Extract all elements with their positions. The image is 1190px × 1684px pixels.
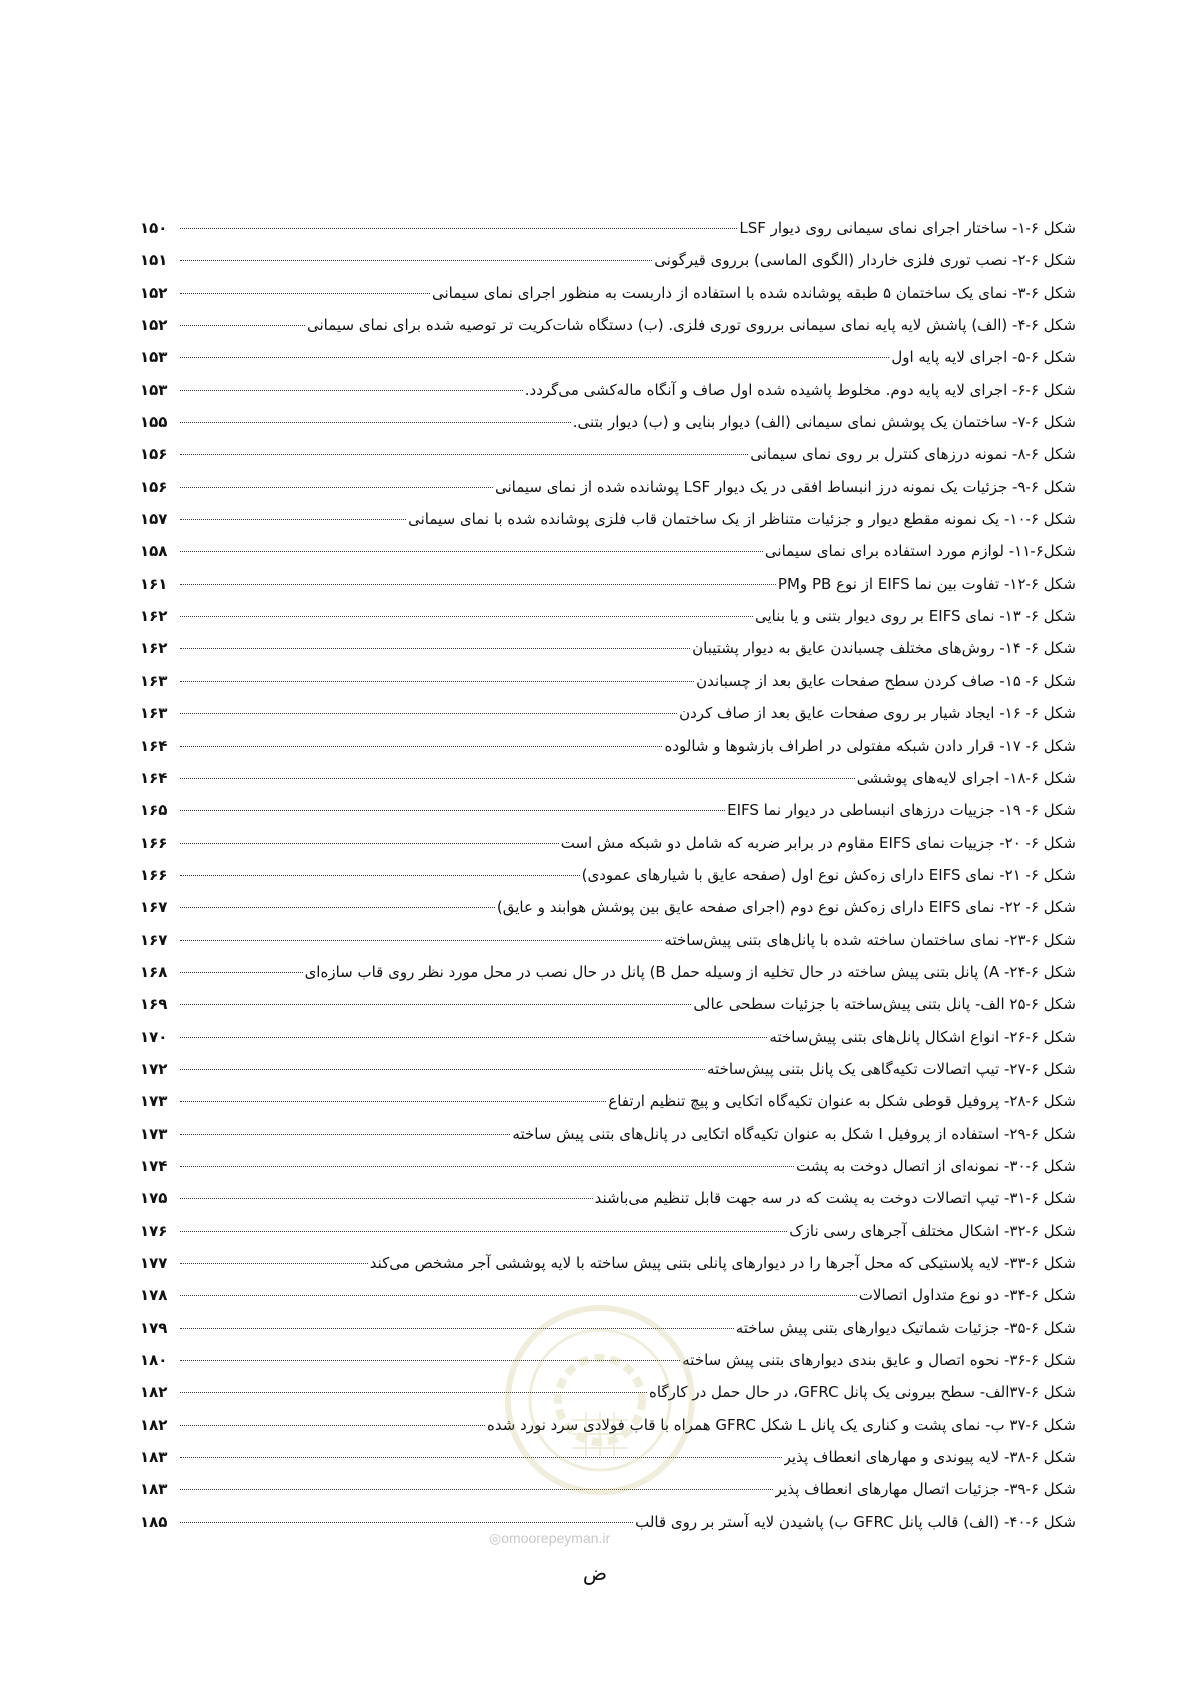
toc-row bbox=[140, 891, 1076, 923]
toc-row bbox=[140, 762, 1076, 794]
toc-row bbox=[140, 827, 1076, 859]
toc-page-number: ۱۵۶ bbox=[140, 477, 168, 496]
toc-title: شکل ۶- ۱۳- نمای EIFS بر روی دیوار بتنی و یا بنایی bbox=[754, 607, 1076, 626]
toc-page-number: ۱۷۳ bbox=[140, 1092, 168, 1111]
watermark-globe-icon: ◎ bbox=[489, 1530, 502, 1546]
toc-page-number: ۱۷۲ bbox=[140, 1059, 168, 1078]
toc-row bbox=[140, 1118, 1076, 1150]
toc-title: شکل ۶-۹- جزئیات یک نمونه درز انبساط افقی در یک دیوار LSF پوشانده شده از نمای سیمانی bbox=[494, 477, 1076, 496]
watermark-url bbox=[489, 1530, 610, 1547]
toc-row bbox=[140, 1150, 1076, 1182]
toc-page-number: ۱۷۸ bbox=[140, 1286, 168, 1305]
toc-page-number: ۱۵۳ bbox=[140, 380, 168, 399]
toc-title: شکل ۶- ۲۱- نمای EIFS دارای زه‌کش نوع اول (صفحه عایق با شیارهای عمودی) bbox=[581, 865, 1076, 884]
toc-title: شکل ۶-۳- نمای یک ساختمان ۵ طبقه پوشانده شده با استفاده از داربست به منظور اجرای نمای سیمانی bbox=[432, 283, 1076, 302]
toc-title: شکل ۶- ۱۴- روش‌های مختلف چسباندن عایق به دیوار پشتیبان bbox=[692, 639, 1076, 658]
toc-leader-dots bbox=[180, 1198, 593, 1199]
toc-title: شکل ۶-۳۰- نمونه‌ای از اتصال دوخت به پشت bbox=[796, 1156, 1076, 1175]
toc-row bbox=[140, 503, 1076, 535]
toc-title: شکل ۶-۱۰- یک نمونه مقطع دیوار و جزئیات متناظر از یک ساختمان قاب فلزی پوشانده شده با نمای سیمانی bbox=[408, 510, 1076, 529]
toc-page-number: ۱۷۳ bbox=[140, 1124, 168, 1143]
toc-row bbox=[140, 1021, 1076, 1053]
toc-title: شکل ۶-۲۶- انواع اشکال پانل‌های بتنی پیش‌ساخته bbox=[769, 1027, 1076, 1046]
toc-page-number: ۱۷۵ bbox=[140, 1189, 168, 1208]
toc-leader-dots bbox=[180, 843, 559, 844]
toc-row bbox=[140, 1085, 1076, 1117]
toc-title: شکل ۶- ۱۷- قرار دادن شبکه مفتولی در اطراف بازشوها و شالوده bbox=[664, 736, 1076, 755]
toc-page-number: ۱۷۶ bbox=[140, 1221, 168, 1240]
toc-title: شکل ۶- ۱۹- جزییات درزهای انبساطی در دیوار نما EIFS bbox=[727, 801, 1076, 820]
toc-page-number: ۱۵۰ bbox=[140, 219, 168, 237]
toc-leader-dots bbox=[180, 293, 430, 294]
toc-row bbox=[140, 438, 1076, 470]
toc-page-number: ۱۸۲ bbox=[140, 1383, 168, 1402]
toc-title: شکل ۶- ۱۶- ایجاد شیار بر روی صفحات عایق بعد از صاف کردن bbox=[679, 704, 1076, 723]
toc-row bbox=[140, 212, 1076, 244]
toc-title: شکل ۶-۳۱- تیپ اتصالات دوخت به پشت که در سه جهت قابل تنظیم می‌باشند bbox=[594, 1189, 1076, 1208]
toc-leader-dots bbox=[180, 940, 662, 941]
toc-leader-dots bbox=[180, 1295, 857, 1296]
toc-title: شکل ۶-۷- ساختمان یک پوشش نمای سیمانی (الف) دیوار بنایی و (ب) دیوار بتنی. bbox=[572, 413, 1076, 432]
toc-leader-dots bbox=[180, 810, 725, 811]
toc-title: شکل ۶-۱- ساختار اجرای نمای سیمانی روی دیوار LSF bbox=[739, 219, 1076, 237]
toc-row bbox=[140, 277, 1076, 309]
watermark-seal-icon bbox=[500, 1300, 700, 1500]
toc-page-number: ۱۷۷ bbox=[140, 1254, 168, 1272]
toc-leader-dots bbox=[180, 357, 889, 358]
toc-leader-dots bbox=[180, 325, 305, 326]
toc-title: شکل ۶-۳۴- دو نوع متداول اتصالات bbox=[858, 1286, 1076, 1305]
toc-leader-dots bbox=[180, 519, 406, 520]
toc-page-number: ۱۷۴ bbox=[140, 1156, 168, 1175]
toc-leader-dots bbox=[180, 260, 652, 261]
toc-title: شکل ۶-۲۹- استفاده از پروفیل I شکل به عنوان تکیه‌گاه اتکایی در پانل‌های بتنی پیش ساخته bbox=[512, 1124, 1076, 1143]
toc-title: شکل ۶-۳۹- جزئیات اتصال مهارهای انعطاف پذیر bbox=[774, 1480, 1076, 1499]
toc-row bbox=[140, 1182, 1076, 1214]
toc-title: شکل ۶-۳۶- نحوه اتصال و عایق بندی دیوارهای بتنی پیش ساخته bbox=[682, 1351, 1076, 1370]
toc-leader-dots bbox=[180, 713, 677, 714]
toc-title: شکل ۶-۱۸- اجرای لایه‌های پوششی bbox=[856, 768, 1076, 787]
toc-title: شکل ۶-۲۸- پروفیل قوطی شکل به عنوان تکیه‌گاه اتکایی و پیچ تنظیم ارتفاع bbox=[608, 1092, 1076, 1111]
toc-title: شکل ۶-۲- نصب توری فلزی خاردار (الگوی الماسی) برروی قیرگونی bbox=[654, 251, 1076, 270]
toc-row bbox=[140, 859, 1076, 891]
toc-page-number: ۱۶۳ bbox=[140, 671, 168, 690]
toc-title: شکل ۶-۲۷- تیپ اتصالات تکیه‌گاهی یک پانل بتنی پیش‌ساخته bbox=[707, 1059, 1076, 1078]
toc-title: شکل ۶-۳۸- لایه پیوندی و مهارهای انعطاف پذیر bbox=[783, 1448, 1076, 1467]
toc-leader-dots bbox=[180, 1231, 787, 1232]
toc-row bbox=[140, 535, 1076, 567]
toc-row bbox=[140, 341, 1076, 373]
toc-title: شکل ۶-۲۵ الف- پانل بتنی پیش‌ساخته با جزئیات سطحی عالی bbox=[693, 995, 1076, 1014]
toc-title: شکل ۶- ۲۲- نمای EIFS دارای زه‌کش نوع دوم (اجرای صفحه عایق بین پوشش هوابند و عایق) bbox=[496, 898, 1076, 917]
toc-page-number: ۱۷۹ bbox=[140, 1318, 168, 1337]
toc-leader-dots bbox=[180, 648, 690, 649]
toc-row bbox=[140, 794, 1076, 826]
toc-leader-dots bbox=[180, 616, 753, 617]
toc-title: شکل ۶-۵- اجرای لایه پایه اول bbox=[891, 348, 1076, 367]
toc-title: شکل ۶-۲۴- A) پانل بتنی پیش ساخته در حال تخلیه از وسیله حمل B) پانل در حال نصب در محل مورد نظر روی قاب سازه‌ای bbox=[304, 962, 1076, 981]
toc-title: شکل ۶-۱۲- تفاوت بین نما EIFS از نوع PB وPM bbox=[777, 574, 1076, 593]
toc-page-number: ۱۵۲ bbox=[140, 316, 168, 335]
toc-title: شکل ۶-۸- نمونه درزهای کنترل بر روی نمای سیمانی bbox=[750, 445, 1076, 464]
toc-page-number: ۱۸۲ bbox=[140, 1415, 168, 1434]
toc-page-number: ۱۶۴ bbox=[140, 736, 168, 755]
toc-title: شکل ۶- ۱۵- صاف کردن سطح صفحات عایق بعد از چسباندن bbox=[696, 671, 1076, 690]
toc-title: شکل ۶-۳۳- لایه پلاستیکی که محل آجرها را در دیوارهای پانلی بتنی پیش ساخته با لایه پوششی آجر مشخص می‌کند bbox=[369, 1254, 1076, 1272]
toc-row bbox=[140, 374, 1076, 406]
toc-leader-dots bbox=[180, 454, 748, 455]
toc-page-number: ۱۵۶ bbox=[140, 445, 168, 464]
toc-row bbox=[140, 471, 1076, 503]
toc-title: شکل ۶-۶- اجرای لایه پایه دوم. مخلوط پاشیده شده اول صاف و آنگاه ماله‌کشی می‌گردد. bbox=[524, 380, 1076, 399]
toc-leader-dots bbox=[180, 487, 493, 488]
toc-page-number: ۱۶۶ bbox=[140, 865, 168, 884]
toc-page-number: ۱۵۲ bbox=[140, 283, 168, 302]
toc-page-number: ۱۸۰ bbox=[140, 1351, 168, 1370]
toc-leader-dots bbox=[180, 1522, 633, 1523]
toc-leader-dots bbox=[180, 1134, 510, 1135]
toc-leader-dots bbox=[180, 390, 523, 391]
toc-row bbox=[140, 244, 1076, 276]
toc-leader-dots bbox=[180, 1101, 606, 1102]
toc-page-number: ۱۵۳ bbox=[140, 348, 168, 367]
toc-leader-dots bbox=[180, 972, 303, 973]
toc-leader-dots bbox=[180, 584, 776, 585]
toc-page-number: ۱۶۷ bbox=[140, 930, 168, 949]
toc-leader-dots bbox=[180, 681, 694, 682]
toc-leader-dots bbox=[180, 1425, 485, 1426]
toc-row bbox=[140, 406, 1076, 438]
toc-leader-dots bbox=[180, 746, 662, 747]
toc-title: شکل ۶-۳۷الف- سطح بیرونی یک پانل GFRC، در حال حمل در کارگاه bbox=[649, 1383, 1076, 1402]
toc-title: شکل ۶-۴۰- (الف) قالب پانل GFRC ب) پاشیدن لایه آستر بر روی قالب bbox=[635, 1512, 1076, 1531]
toc-page-number: ۱۵۷ bbox=[140, 510, 168, 529]
toc-row bbox=[140, 1215, 1076, 1247]
toc-title: شکل ۶-۳۵- جزئیات شماتیک دیوارهای بتنی پیش ساخته bbox=[735, 1318, 1076, 1337]
toc-page-number: ۱۵۸ bbox=[140, 542, 168, 561]
toc-page-number: ۱۶۷ bbox=[140, 898, 168, 917]
toc-page-number: ۱۶۳ bbox=[140, 704, 168, 723]
toc-page-number: ۱۶۲ bbox=[140, 607, 168, 626]
toc-title: شکل ۶-۲۳- نمای ساختمان ساخته شده با پانل‌های بتنی پیش‌ساخته bbox=[664, 930, 1076, 949]
toc-title: شکل ۶- ۲۰- جزییات نمای EIFS مقاوم در برابر ضربه که شامل دو شبکه مش است bbox=[560, 833, 1076, 852]
toc-row bbox=[140, 924, 1076, 956]
toc-row bbox=[140, 988, 1076, 1020]
toc-row bbox=[140, 956, 1076, 988]
toc-row bbox=[140, 1053, 1076, 1085]
toc-page-number: ۱۶۲ bbox=[140, 639, 168, 658]
toc-leader-dots bbox=[180, 1166, 794, 1167]
toc-page-number: ۱۵۵ bbox=[140, 413, 168, 432]
toc-leader-dots bbox=[180, 1263, 368, 1264]
toc-page-number: ۱۶۴ bbox=[140, 768, 168, 787]
toc-page-number: ۱۵۱ bbox=[140, 251, 168, 270]
toc-leader-dots bbox=[180, 1037, 767, 1038]
toc-row bbox=[140, 632, 1076, 664]
toc-page-number: ۱۸۳ bbox=[140, 1480, 168, 1499]
toc-row bbox=[140, 600, 1076, 632]
toc-leader-dots bbox=[180, 1069, 705, 1070]
toc-title: شکل ۶-۳۲- اشکال مختلف آجرهای رسی نازک bbox=[789, 1221, 1076, 1240]
toc-title: شکل۶-۱۱- لوازم مورد استفاده برای نمای سیمانی bbox=[764, 542, 1076, 561]
toc-row bbox=[140, 309, 1076, 341]
toc-title: شکل ۶-۴- (الف) پاشش لایه پایه نمای سیمانی برروی توری فلزی. (ب) دستگاه شات‌کریت تر توصیه شده برای نمای سیمانی bbox=[307, 316, 1076, 335]
toc-page-number: ۱۶۱ bbox=[140, 574, 168, 593]
toc-leader-dots bbox=[180, 907, 495, 908]
toc-row bbox=[140, 568, 1076, 600]
toc-leader-dots bbox=[180, 228, 737, 229]
toc-row bbox=[140, 1247, 1076, 1279]
toc-row bbox=[140, 665, 1076, 697]
toc-leader-dots bbox=[180, 778, 855, 779]
toc-page-number: ۱۷۰ bbox=[140, 1027, 168, 1046]
toc-page-number: ۱۶۶ bbox=[140, 833, 168, 852]
toc-row bbox=[140, 730, 1076, 762]
toc-page-number: ۱۶۸ bbox=[140, 962, 168, 981]
toc-title: شکل ۶-۳۷ ب- نمای پشت و کناری یک پانل L شکل GFRC همراه با قاب فولادی سرد نورد شده bbox=[486, 1415, 1076, 1434]
page-number: ض bbox=[582, 1561, 608, 1585]
toc-page-number: ۱۶۵ bbox=[140, 801, 168, 820]
toc-leader-dots bbox=[180, 1004, 691, 1005]
toc-page-number: ۱۸۵ bbox=[140, 1512, 168, 1531]
toc-leader-dots bbox=[180, 875, 580, 876]
toc-leader-dots bbox=[180, 551, 763, 552]
toc-page-number: ۱۸۳ bbox=[140, 1448, 168, 1467]
watermark-url-text: omoorepeyman.ir bbox=[501, 1530, 611, 1546]
toc-page-number: ۱۶۹ bbox=[140, 995, 168, 1014]
toc-row bbox=[140, 697, 1076, 729]
toc-leader-dots bbox=[180, 422, 571, 423]
